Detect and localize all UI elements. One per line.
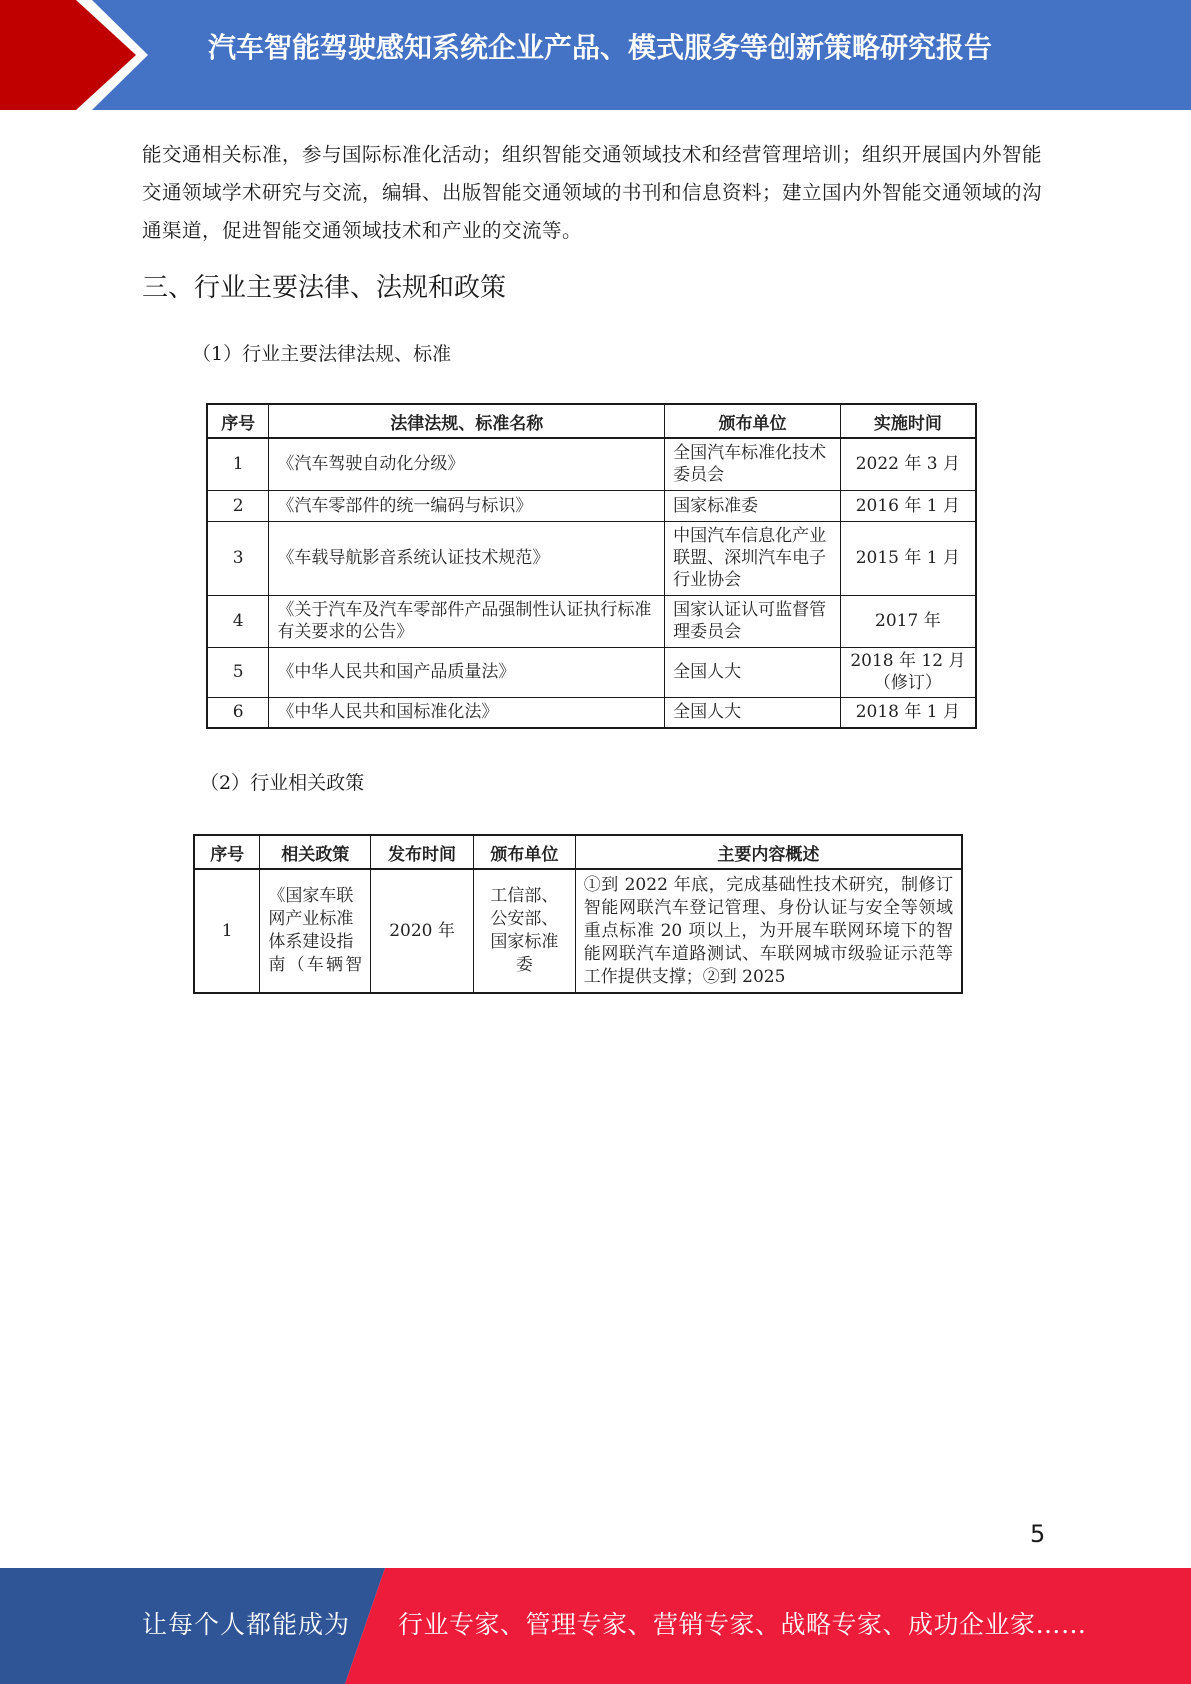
intro-paragraph: 能交通相关标准，参与国际标准化活动；组织智能交通领域技术和经营管理培训；组织开展国内外智能交通领域学术研究与交流，编辑、出版智能交通领域的书刊和信息资料；建立国内外智能交通领域的沟通渠道，促进智能交通领域技术和产业的交流等。	[142, 143, 1043, 242]
issuing-body: 国家标准委	[665, 490, 841, 521]
table-row	[207, 438, 976, 490]
header-cell: 颁布单位	[665, 404, 841, 438]
issuing-body: 国家认证认可监督管理委员会	[665, 595, 841, 647]
table-header-row	[194, 835, 962, 869]
table-row	[207, 521, 976, 595]
row-number: 1	[207, 438, 269, 490]
report-title: 汽车智能驾驶感知系统企业产品、模式服务等创新策略研究报告	[207, 31, 992, 64]
header-cell: 实施时间	[840, 404, 976, 438]
footer-slogan-left: 让每个人都能成为	[142, 1610, 351, 1639]
header-cell: 发布时间	[371, 835, 474, 869]
law-name: 《关于汽车及汽车零部件产品强制性认证执行标准有关要求的公告》	[269, 595, 665, 647]
table-row	[207, 647, 976, 697]
row-number: 5	[207, 647, 269, 697]
row-number: 2	[207, 490, 269, 521]
issuing-body: 工信部、公安部、国家标准委	[473, 869, 575, 993]
header-cell: 序号	[207, 404, 269, 438]
policy-table	[193, 834, 963, 994]
page-number: 5	[1030, 1520, 1046, 1548]
law-name: 《车载导航影音系统认证技术规范》	[269, 521, 665, 595]
sub-heading-laws: （1）行业主要法律法规、标准	[192, 343, 452, 365]
law-name: 《汽车零部件的统一编码与标识》	[269, 490, 665, 521]
table-header-row	[207, 404, 976, 438]
header-cell: 序号	[194, 835, 260, 869]
table-row	[194, 869, 962, 993]
row-number: 1	[194, 869, 260, 993]
row-number: 3	[207, 521, 269, 595]
effective-date: 2022 年 3 月	[840, 438, 976, 490]
table-row	[207, 490, 976, 521]
policy-name: 《国家车联网产业标准体系建设指南（车辆智	[260, 869, 371, 993]
table-row	[207, 595, 976, 647]
footer-banner	[0, 1568, 1191, 1684]
header-cell: 法律法规、标准名称	[269, 404, 665, 438]
footer-slogan-right: 行业专家、管理专家、营销专家、战略专家、成功企业家……	[398, 1610, 1087, 1639]
header-cell: 主要内容概述	[575, 835, 962, 869]
header-cell: 相关政策	[260, 835, 371, 869]
header-cell: 颁布单位	[473, 835, 575, 869]
table-row	[207, 697, 976, 728]
header-banner	[0, 0, 1191, 110]
effective-date: 2018 年 12 月（修订）	[840, 647, 976, 697]
law-name: 《中华人民共和国标准化法》	[269, 697, 665, 728]
laws-table	[206, 403, 977, 729]
issuing-body: 全国人大	[665, 697, 841, 728]
issuing-body: 全国人大	[665, 647, 841, 697]
row-number: 4	[207, 595, 269, 647]
effective-date: 2017 年	[840, 595, 976, 647]
policy-summary: ①到 2022 年底，完成基础性技术研究，制修订智能网联汽车登记管理、身份认证与安全等领域重点标准 20 项以上，为开展车联网环境下的智能网联汽车道路测试、车联网城市级验证示范等工作提供支撑；②到 2025	[575, 869, 962, 993]
section-heading: 三、行业主要法律、法规和政策	[142, 273, 507, 303]
law-name: 《汽车驾驶自动化分级》	[269, 438, 665, 490]
issuing-body: 中国汽车信息化产业联盟、深圳汽车电子行业协会	[665, 521, 841, 595]
effective-date: 2018 年 1 月	[840, 697, 976, 728]
law-name: 《中华人民共和国产品质量法》	[269, 647, 665, 697]
effective-date: 2016 年 1 月	[840, 490, 976, 521]
release-date: 2020 年	[371, 869, 474, 993]
header-arrow-decoration	[0, 0, 170, 110]
sub-heading-policies: （2）行业相关政策	[200, 772, 365, 794]
row-number: 6	[207, 697, 269, 728]
effective-date: 2015 年 1 月	[840, 521, 976, 595]
issuing-body: 全国汽车标准化技术委员会	[665, 438, 841, 490]
